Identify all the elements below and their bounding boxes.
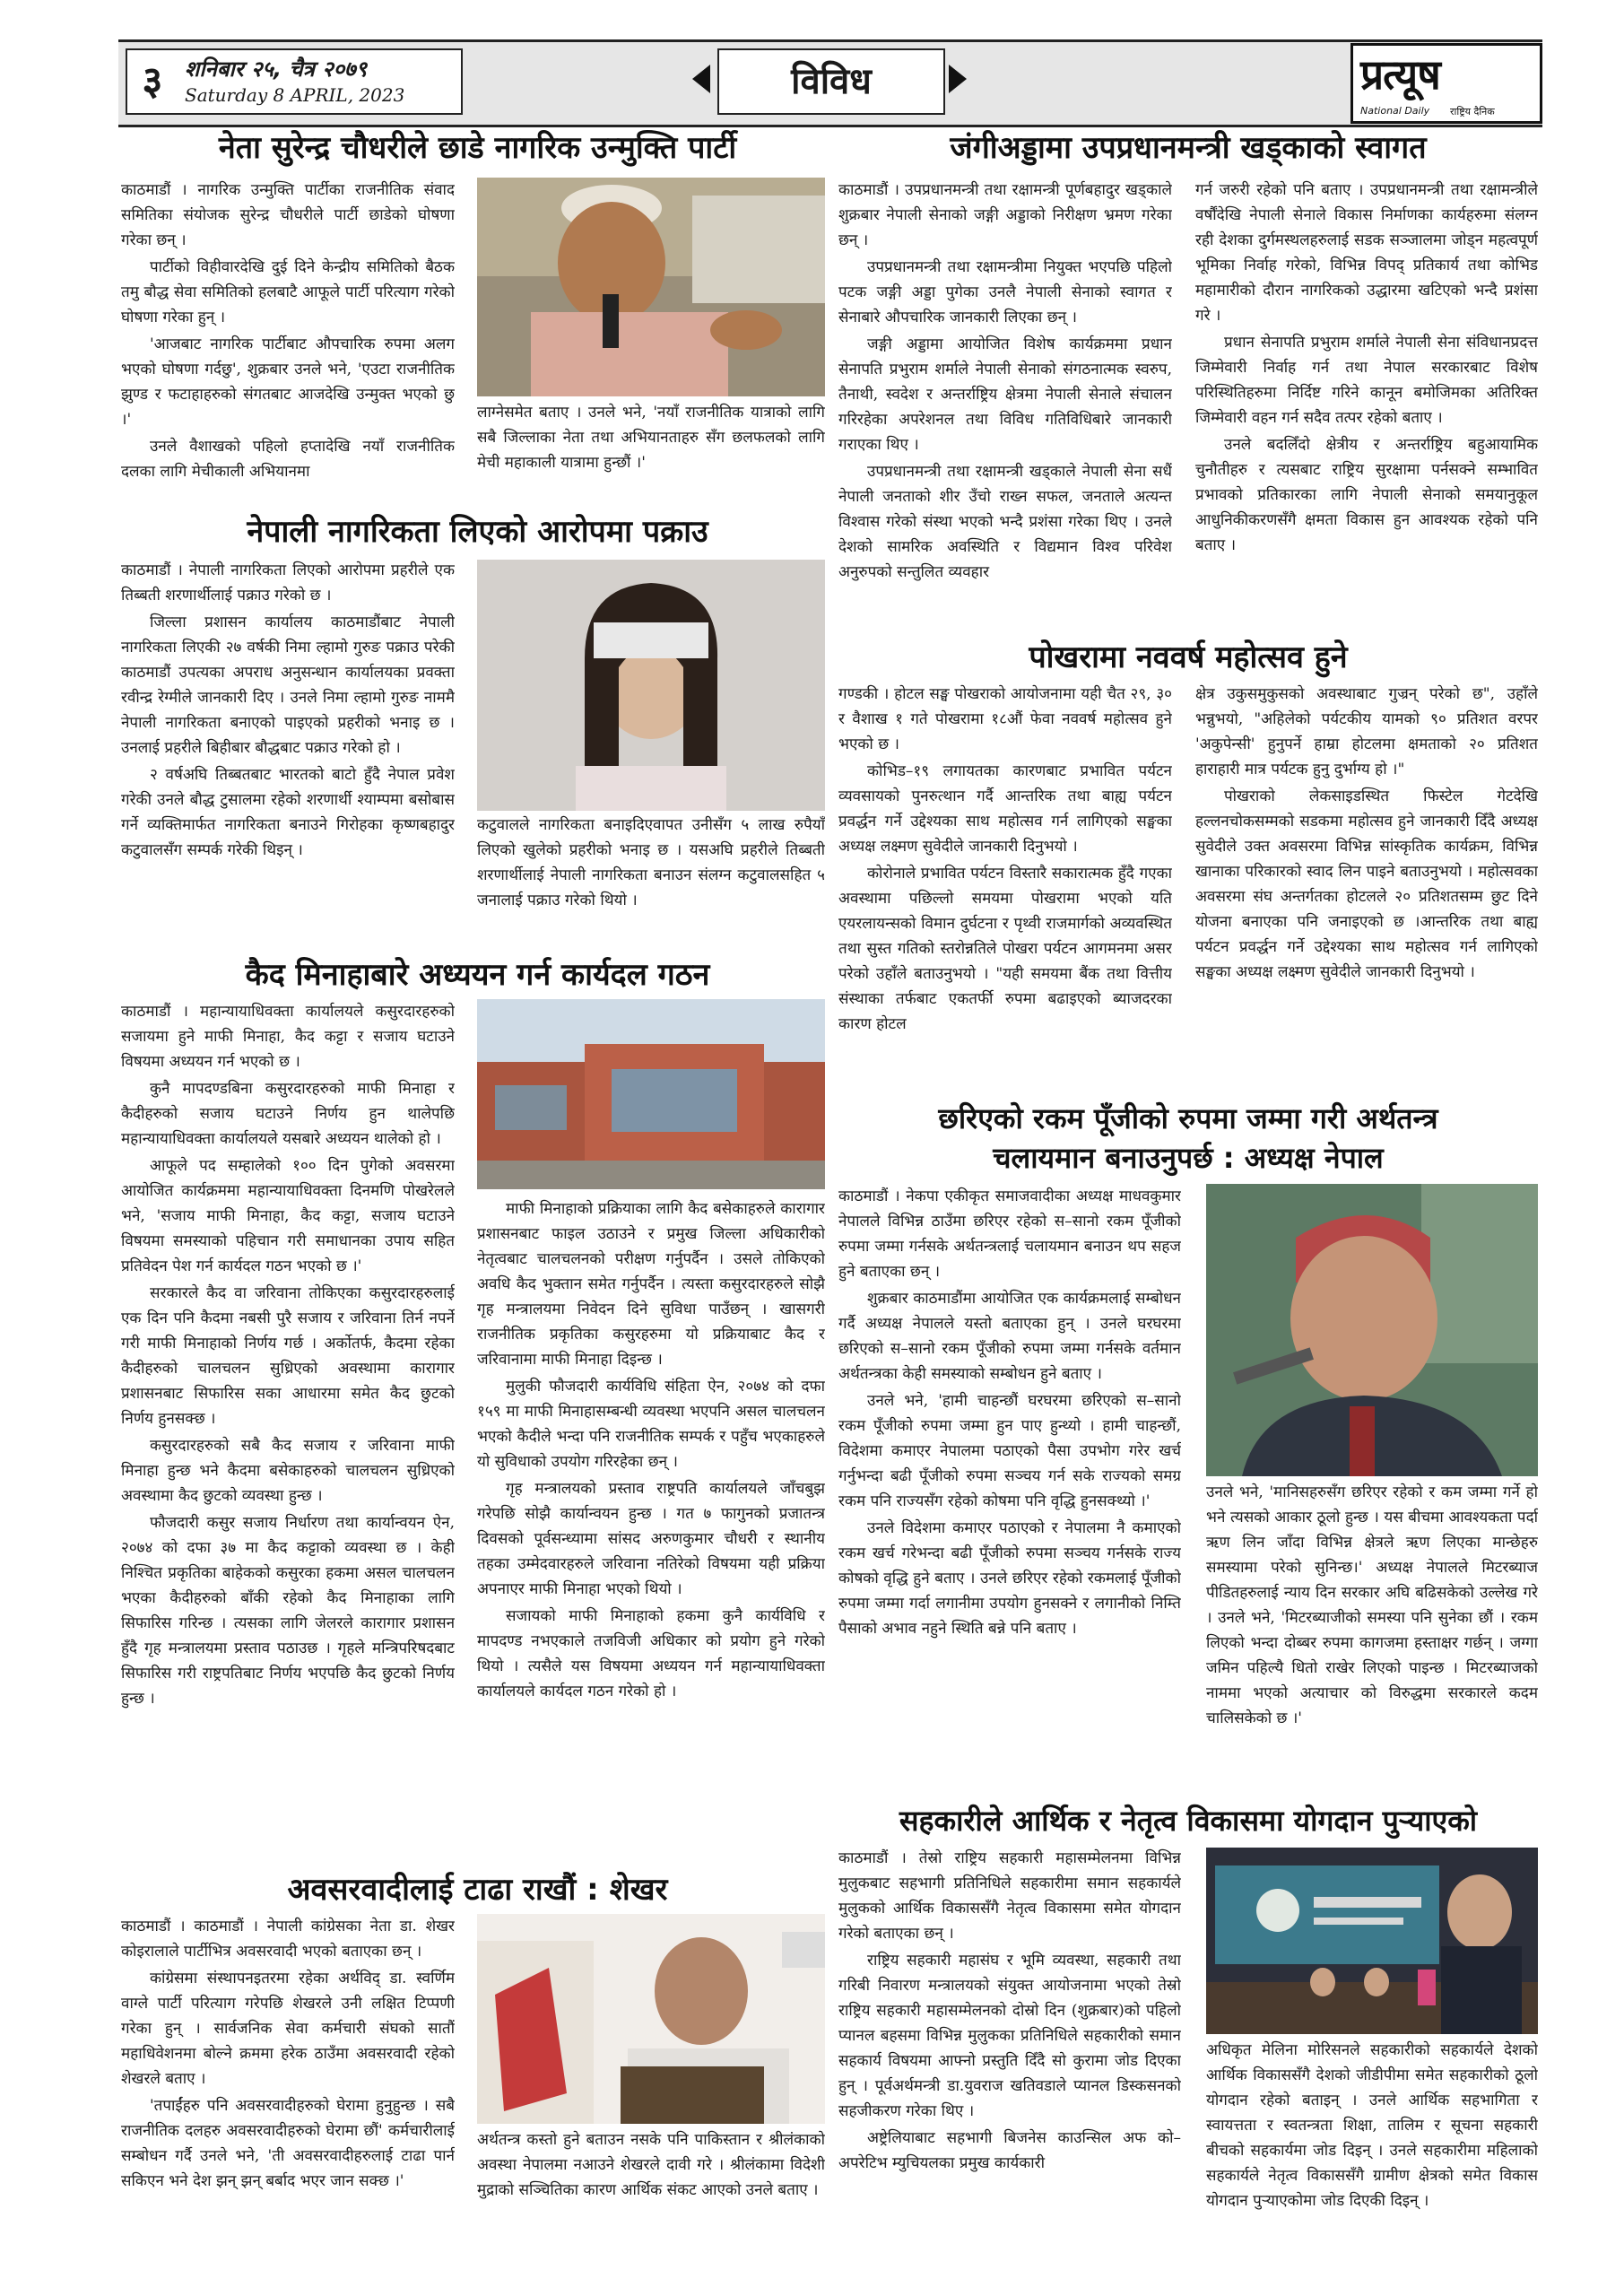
logo-subtitle-ne: राष्ट्रिय दैनिक	[1450, 106, 1495, 117]
paragraph: सरकारले कैद वा जरिवाना तोकिएका कसुरदारहरुलाई एक दिन पनि कैदमा नबसी पुरै सजाय र जरिवाना तिर्न नपर्ने गरी माफी मिनाहाको निर्णय गर्छ । अर्कोतर्फ, कैदमा रहेका कैदीहरुको चालचलन सुध्रिएको अवस्थामा कारागार प्रशासनबाट सिफारिस सका आधारमा समेत कैद छुटको निर्णय हुनसक्छ ।	[121, 1284, 455, 1428]
paragraph: प्रधान सेनापति प्रभुराम शर्माले नेपाली सेना संविधानप्रदत्त जिम्मेवारी निर्वाह गर्न तथा नेपाल सरकारबाट विशेष परिस्थितिहरुमा निर्दिष्ट गरिने कानून बमोजिमका अतिरिक्त जिम्मेवारी वहन गर्न सदैव तत्पर रहेको बताए ।	[1195, 334, 1538, 427]
photo-attorney-office	[477, 999, 825, 1189]
section-title: विविध	[717, 48, 945, 115]
article-a3-body-col2	[477, 1196, 825, 1860]
paragraph: फौजदारी कसुर सजाय निर्धारण तथा कार्यान्वयन ऐन, २०७४ को दफा ३७ मा कैद कट्टाको व्यवस्था छ । केही निश्चित प्रकृतिका बाहेकको कसुरका हकमा असल चालचलन भएका कैदीहरुको बाँकी रहेको कैद मिनाहाका लागि सिफारिस गरिन्छ । त्यसका लागि जेलरले कारागार प्रशासन हुँदै गृह मन्त्रालयमा प्रस्ताव पठाउछ । गृहले मन्त्रिपरिषदबाट सिफारिस गरी राष्ट्रपतिबाट निर्णय भएपछि कैद छुटको निर्णय हुन्छ ।	[121, 1514, 455, 1708]
photo-woman-arrested	[477, 560, 825, 811]
paragraph: उनले विदेशमा कमाएर पठाएको र नेपालमा नै कमाएको रकम खर्च गरेभन्दा बढी पूँजीको रुपमा सञ्चय गर्नसके राज्य कोषको वृद्धि हुने बताए । उनले छरिएर रहेको रकमलाई पूँजीको रुपमा जम्मा गर्दा लगानीमा उपयोग हुनसक्ने र लगानीको निम्ति पैसाको अभाव नहुने स्थिति बन्ने पनि बताए ।	[838, 1519, 1181, 1638]
triangle-left-icon	[692, 65, 710, 93]
caption-a2: कटुवालले नागरिकता बनाइदिएवापत उनीसँग ५ लाख रुपैयाँ लिएको खुलेको प्रहरीको भनाइ छ । यसअघि प्रहरीले तिब्बती शरणार्थीलाई नेपाली नागरिकता बनाउन संलग्न कटुवालसहित ५ जनालाई पक्राउ गरेको थियो ।	[477, 816, 825, 909]
paragraph: पोखराको लेकसाइडस्थित फिस्टेल गेटदेखि हल्लनचोकसम्मको सडकमा महोत्सव हुने जानकारी दिँदै अध्यक्ष सुवेदीले उक्त अवसरमा विभिन्न सांस्कृतिक कार्यक्रम, विभिन्न खानाका परिकारको स्वाद लिन पाइने बताउनुभयो । महोत्सवका अवसरमा संघ अन्तर्गतका होटलले २० प्रतिशतसम्म छुट दिने योजना बनाएका पनि जनाइएको छ ।आन्तरिक तथा बाह्य पर्यटन प्रवर्द्धन गर्ने उद्देश्यका साथ महोत्सव गर्न लागिएको सङ्घका अध्यक्ष लक्ष्मण सुवेदीले जानकारी दिनुभयो ।	[1195, 787, 1538, 981]
logo-title: प्रत्यूष	[1360, 50, 1440, 99]
paragraph: 'तपाईंहरु पनि अवसरवादीहरुको घेरामा हुनुहुन्छ । सबै राजनीतिक दलहरु अवसरवादीहरुको घेरामा छौं' कर्मचारीलाई सम्बोधन गर्दै उनले भने, 'ती अवसरवादीहरुलाई टाढा पार्न सकिएन भने देश झन् झन् बर्बाद भएर जान सक्छ ।'	[121, 2097, 455, 2190]
paragraph: कोभिड–१९ लगायतका कारणबाट प्रभावित पर्यटन व्यवसायको पुनरुत्थान गर्दै आन्तरिक तथा बाह्य पर्यटन प्रवर्द्धन गर्ने उद्देश्यका साथ महोत्सव गर्न लागिएको सङ्घका अध्यक्ष लक्ष्मण सुवेदीले जानकारी दिनुभयो ।	[838, 762, 1172, 856]
caption-a8: अधिकृत मेलिना मोरिसनले सहकारीको सहकार्यले देशको आर्थिक विकाससँगै देशको जीडीपीमा समेत सहकारीको ठूलो योगदान रहेको बताइन् । उनले आर्थिक सहभागिता र स्वायत्तता र स्वतन्त्रता शिक्षा, तालिम र सूचना सहकारी बीचको सहकार्यमा जोड दिइन् । उनले सहकारीमा महिलाको सहकार्यले नेतृत्व विकाससँगै ग्रामीण क्षेत्रको समेत विकास योगदान पुऱ्याएकोमा जोड दिएकी दिइन् ।	[1206, 2041, 1538, 2210]
photo-surendra-chaudhary	[477, 178, 825, 396]
article-a4-body	[121, 1914, 455, 2273]
paragraph: उनले बदलिँदो क्षेत्रीय र अन्तर्राष्ट्रिय बहुआयामिक चुनौतीहरु र त्यसबाट राष्ट्रिय सुरक्षामा पर्नसक्ने सम्भावित प्रभावको प्रतिकारका लागि नेपाली सेनाको समयानुकूल आधुनिकीकरणसँगै क्षमता विकास हुन आवश्यक रहेको पनि बताए ।	[1195, 436, 1538, 554]
headline-a7-line1: छरिएको रकम पूँजीको रुपमा जम्मा गरी अर्थतन्त्र	[938, 1101, 1438, 1135]
caption-a7: उनले भने, 'मानिसहरुसँग छरिएर रहेको र कम जम्मा गर्ने हो भने त्यसको आकार ठूलो हुन्छ । यस बीचमा आवश्यकता पर्दा ऋण लिन जाँदा विभिन्न क्षेत्रले ऋण लिएका मान्छेहरु समस्यामा परेको सुनिन्छ।' अध्यक्ष नेपालले मिटरब्याज पीडितहरुलाई न्याय दिन सरकार अघि बढिसकेको उल्लेख गरे । उनले भने, 'मिटरब्याजीको समस्या पनि सुनेका छौं । रकम लिएको भन्दा दोब्बर रुपमा कागजमा हस्ताक्षर गर्छन् । जग्गा जमिन पहिल्यै धितो राखेर लिएको पाइन्छ । मिटरब्याजको नाममा भएको अत्याचार को विरुद्धमा सरकारले कदम चालिसकेको छ ।'	[1206, 1483, 1538, 1727]
date-nepali: शनिबार २५, चैत्र २०७९	[185, 57, 368, 82]
paragraph: उपप्रधानमन्त्री तथा रक्षामन्त्री खड्काले नेपाली सेना सधैं नेपाली जनताको शीर उँचो राख्न सफल, जनताले अत्यन्त विश्वास गरेको संस्था भएको भन्दै प्रशंसा गरेका थिए । उनले देशको सामरिक अवस्थिति र विद्यमान विश्व परिवेश अनुरुपको सन्तुलित व्यवहार	[838, 463, 1172, 581]
paragraph: राष्ट्रिय सहकारी महासंघ र भूमि व्यवस्था, सहकारी तथा गरिबी निवारण मन्त्रालयको संयुक्त आयोजनामा भएको तेस्रो राष्ट्रिय सहकारी महासम्मेलनको दोस्रो दिन (शुक्रबार)को पहिलो प्यानल बहसमा विभिन्न मुलुकका प्रतिनिधिले सहकारीको समान सहकार्य विषयमा आफ्नो प्रस्तुति दिँदै सो कुरामा जोड दिएका हुन् । पूर्वअर्थमन्त्री डा.युवराज खतिवडाले प्यानल डिस्कसनको सहजीकरण गरेका थिए ।	[838, 1952, 1181, 2120]
headline-a2: नेपाली नागरिकता लिएको आरोपमा पक्राउ	[247, 514, 708, 550]
paragraph: काठमाडौं । उपप्रधानमन्त्री तथा रक्षामन्त्री पूर्णबहादुर खड्काले शुक्रबार नेपाली सेनाको जङ्गी अड्डाको निरीक्षण भ्रमण गरेका छन् ।	[838, 181, 1172, 249]
article-a6-body	[838, 682, 1172, 1094]
photo-shekhar-koirala	[477, 1914, 825, 2124]
headline-a1: नेता सुरेन्द्र चौधरीले छाडे नागरिक उन्मुक्ति पार्टी	[218, 130, 737, 166]
triangle-right-icon	[949, 65, 967, 93]
paragraph: काठमाडौं । काठमाडौं । नेपाली कांग्रेसका नेता डा. शेखर कोइरालाले पार्टीभित्र अवसरवादी भएको बताएका छन् ।	[121, 1918, 455, 1961]
paragraph: काठमाडौं । नेकपा एकीकृत समाजवादीका अध्यक्ष माधवकुमार नेपालले विभिन्न ठाउँमा छरिएर रहेको स–सानो रकम पूँजीको रुपमा जम्मा गर्नसके अर्थतन्त्रलाई चलायमान बनाउन थप सहज हुने बताएका छन् ।	[838, 1187, 1181, 1281]
article-a7-body	[838, 1184, 1181, 1794]
headline-a4: अवसरवादीलाई टाढा राखौं : शेखर	[287, 1872, 668, 1908]
paragraph: जङ्गी अड्डामा आयोजित विशेष कार्यक्रममा प्रधान सेनापति प्रभुराम शर्माले नेपाली सेनाको संगठनात्मक स्वरुप, तैनाथी, स्वदेश र अन्तर्राष्ट्रिय क्षेत्रमा नेपाली सेनाले संचालन गरिरहेका अपरेशनल तथा विविध गतिविधिबारे जानकारी गराएका थिए ।	[838, 335, 1172, 454]
paragraph: उनले वैशाखको पहिलो हप्तादेखि नयाँ राजनीतिक दलका लागि मेचीकाली अभियानमा	[121, 438, 455, 481]
paragraph: आफूले पद सम्हालेको १०० दिन पुगेको अवसरमा आयोजित कार्यक्रममा महान्यायाधिवक्ता दिनमणि पोखरेलले भने, 'सजाय माफी मिनाहा, कैद कट्टा, सजाय घटाउने विषयमा समस्याको पहिचान गरी समाधानका उपाय सहित प्रतिवेदन पेश गर्न कार्यदल गठन भएको छ ।'	[121, 1157, 455, 1275]
article-a1-body	[121, 178, 455, 500]
headline-a6: पोखरामा नववर्ष महोत्सव हुने	[1029, 639, 1348, 675]
paragraph: क्षेत्र उकुसमुकुसको अवस्थाबाट गुज्रन् परेको छ", उहाँले भन्नुभयो, "अहिलेको पर्यटकीय यामको ९० प्रतिशत वरपर 'अकुपेन्सी' हुनुपर्ने हाम्रा होटलमा क्षमताको २० प्रतिशत हाराहारी मात्र पर्यटक हुनु दुर्भाग्य हो ।"	[1195, 685, 1538, 778]
page-number: ३	[126, 48, 179, 115]
paragraph: माफी मिनाहाको प्रक्रियाका लागि कैद बसेकाहरुले कारागार प्रशासनबाट फाइल उठाउने र प्रमुख जिल्ला अधिकारीको नेतृत्वबाट चालचलनको परीक्षण गर्नुपर्दैन । उसले तोकिएको अवधि कैद भुक्तान समेत गर्नुपर्दैन । त्यस्ता कसुरदारहरुले सोझै गृह मन्त्रालयमा निवेदन दिने सुविधा पाउँछन् । खासगरी राजनीतिक प्रकृतिका कसुरहरुमा यो प्रक्रियाबाट कैद र जरिवानामा माफी मिनाहा दिइन्छ ।	[477, 1200, 825, 1369]
photo-cooperative-conference	[1206, 1848, 1538, 2034]
paragraph: काठमाडौं । महान्यायाधिवक्ता कार्यालयले कसुरदारहरुको सजायमा हुने माफी मिनाहा, कैद कट्टा र सजाय घटाउने विषयमा अध्ययन गर्न भएको छ ।	[121, 1003, 455, 1071]
headline-a3: कैद मिनाहाबारे अध्ययन गर्न कार्यदल गठन	[245, 957, 710, 993]
paragraph: गर्न जरुरी रहेको पनि बताए । उपप्रधानमन्त्री तथा रक्षामन्त्रीले वर्षौंदेखि नेपाली सेनाले विकास निर्माणका कार्यहरुमा संलग्न रही देशका दुर्गमस्थलहरुलाई सडक सञ्जालमा जोड्न महत्वपूर्ण भूमिका निर्वाह गरेको, विभिन्न विपद् प्रतिकार्य तथा कोभिड महामारीको दौरान नागरिकको उद्धारमा खटिएको भन्दै प्रशंसा गरे ।	[1195, 181, 1538, 325]
paragraph: कांग्रेसमा संस्थापनइतरमा रहेका अर्थविद् डा. स्वर्णिम वाग्ले पार्टी परित्याग गरेपछि शेखरले उनी लक्षित टिप्पणी गरेका हुन् । सार्वजनिक सेवा कर्मचारी संघको सातौं महाधिवेशनमा बोल्ने क्रममा हरेक ठाउँमा अवसरवादी रहेको शेखरले बताए ।	[121, 1970, 455, 2088]
paragraph: अष्ट्रेलियाबाट सहभागी बिजनेस काउन्सिल अफ को–अपरेटिभ म्युचियलका प्रमुख कार्यकारी	[838, 2129, 1181, 2172]
paragraph: 'आजबाट नागरिक पार्टीबाट औपचारिक रुपमा अलग भएको घोषणा गर्दछु', शुक्रबार उनले भने, 'एउटा राजनीतिक झुण्ड र फटाहाहरुको संगतबाट आजदेखि उन्मुक्त भएको छु ।'	[121, 335, 455, 429]
paragraph: कुनै मापदण्डबिना कसुरदारहरुको माफी मिनाहा र कैदीहरुको सजाय घटाउने निर्णय हुन थालेपछि महान्यायाधिवक्ता कार्यालयले यसबारे अध्ययन थालेको हो ।	[121, 1080, 455, 1148]
paragraph: जिल्ला प्रशासन कार्यालय काठमाडौंबाट नेपाली नागरिकता लिएकी २७ वर्षकी निमा ल्हामो गुरुङ पक्राउ परेकी काठमाडौं उपत्यका अपराध अनुसन्धान कार्यालयका प्रवक्ता रवीन्द्र रेग्मीले जानकारी दिए । उनले निमा ल्हामो गुरुङ नाममै नेपाली नागरिकता बनाएको पाइएको प्रहरीको भनाइ छ । उनलाई प्रहरीले बिहीबार बौद्धबाट पक्राउ गरेको हो ।	[121, 613, 455, 757]
paragraph: उपप्रधानमन्त्री तथा रक्षामन्त्रीमा नियुक्त भएपछि पहिलो पटक जङ्गी अड्डा पुगेका उनलै नेपाली सेनाको स्वागत र सेनाबारे औपचारिक जानकारी लिएका छन् ।	[838, 258, 1172, 326]
headline-a5: जंगीअड्डामा उपप्रधानमन्त्री खड्काको स्वागत	[950, 130, 1427, 166]
caption-a1: लाग्नेसमेत बताए । उनले भने, 'नयाँ राजनीतिक यात्राको लागि सबै जिल्लाका नेता तथा अभियानताहरु सँग छलफलको लागि मेची महाकाली यात्रामा हुन्छौं ।'	[477, 404, 825, 472]
article-a3-body	[121, 999, 455, 1860]
paragraph: मुलुकी फौजदारी कार्यविधि संहिता ऐन, २०७४ को दफा १५९ मा माफी मिनाहासम्बन्धी व्यवस्था भएपनि असल चालचलन भएको कैदीले भन्दा पनि राजनीतिक सम्पर्क र पहुँच भएकाहरुले यो सुविधाको उपयोग गरिरहेका छन् ।	[477, 1378, 825, 1471]
paragraph: उनले भने, 'हामी चाहन्छौं घरघरमा छरिएको स–सानो रकम पूँजीको रुपमा जम्मा हुन पाए हुन्थ्यो । हामी चाहन्छौं, विदेशमा कमाएर नेपालमा पठाएको पैसा उपभोग गरेर खर्च गर्नुभन्दा बढी पूँजीको रुपमा सञ्चय गर्न सके राज्यको समग्र रकम पनि राज्यसँग रहेको कोषमा पनि वृद्धि हुनसक्थ्यो ।'	[838, 1392, 1181, 1510]
article-a5-body	[838, 178, 1172, 639]
article-a2-body	[121, 558, 455, 945]
paragraph: शुक्रबार काठमाडौंमा आयोजित एक कार्यक्रमलाई सम्बोधन गर्दै अध्यक्ष नेपालले यस्तो बताएका हुन् । उनले घरघरमा छरिएको स–सानो रकम पूँजीको रुपमा जम्मा गर्नसके वर्तमान अर्थतन्त्रका केही समस्याको सम्बोधन हुने बताए ।	[838, 1290, 1181, 1383]
paragraph: काठमाडौं । नागरिक उन्मुक्ति पार्टीका राजनीतिक संवाद समितिका संयोजक सुरेन्द्र चौधरीले पार्टी छाडेको घोषणा गरेका छन् ।	[121, 181, 455, 249]
paragraph: कसुरदारहरुको सबै कैद सजाय र जरिवाना माफी मिनाहा हुन्छ भने कैदमा बसेकाहरुको चालचलन सुध्रिएको अवस्थामा कैद छुटको व्यवस्था हुन्छ ।	[121, 1437, 455, 1505]
paragraph: कोरोनाले प्रभावित पर्यटन विस्तारै सकारात्मक हुँदै गएका अवस्थामा पछिल्लो समयमा पोखरामा भएको यति एयरलायन्सको विमान दुर्घटना र पृथ्वी राजमार्गको अव्यवस्थित तथा सुस्त गतिको स्तरोन्नतिले पोखरा पर्यटन आगमनमा असर परेको उहाँले बताउनुभयो । "यही समयमा बैंक तथा वित्तीय संस्थाका तर्फबाट एकतर्फी रुपमा बढाइएको ब्याजदरका कारण होटल	[838, 865, 1172, 1033]
paragraph: गृह मन्त्रालयको प्रस्ताव राष्ट्रपति कार्यालयले जाँचबुझ गरेपछि सोझै कार्यान्वयन हुन्छ । गत ७ फागुनको प्रजातन्त्र दिवसको पूर्वसन्ध्यामा सांसद अरुणकुमार चौधरी र स्थानीय तहका उम्मेदवारहरुले जरिवाना नतिरेको विषयमा यही प्रक्रिया अपनाएर माफी मिनाहा भएको थियो ।	[477, 1480, 825, 1598]
headline-a7-line2: चलायमान बनाउनुपर्छ : अध्यक्ष नेपाल	[993, 1141, 1384, 1175]
caption-a4: अर्थतन्त्र कस्तो हुने बताउन नसके पनि पाकिस्तान र श्रीलंकाको अवस्था नेपालमा नआउने शेखरले दावी गरे । श्रीलंकामा विदेशी मुद्राको सञ्चितिका कारण आर्थिक संकट आएको उनले बताए ।	[477, 2131, 825, 2199]
article-a6-body-col2	[1195, 682, 1538, 1094]
newspaper-logo	[1350, 43, 1542, 124]
paragraph: २ वर्षअघि तिब्बतबाट भारतको बाटो हुँदै नेपाल प्रवेश गरेकी उनले बौद्ध टुसालमा रहेको शरणार्थी श्याम्पमा बसोबास गर्ने व्यक्तिमार्फत नागरिकता बनाउने गिरोहका कृष्णबहादुर कटुवालसँग सम्पर्क गरेकी थिइन् ।	[121, 766, 455, 859]
paragraph: काठमाडौं । नेपाली नागरिकता लिएको आरोपमा प्रहरीले एक तिब्बती शरणार्थीलाई पक्राउ गरेको छ ।	[121, 561, 455, 604]
paragraph: काठमाडौं । तेस्रो राष्ट्रिय सहकारी महासम्मेलनमा विभिन्न मुलुकबाट सहभागी प्रतिनिधिले सहकारीमा समान सहकार्यले मुलुकको आर्थिक विकाससँगै नेतृत्व विकासमा समेत योगदान गरेको बताएका छन् ।	[838, 1849, 1181, 1943]
logo-subtitle-en: National Daily	[1360, 105, 1430, 117]
article-a8-body	[838, 1846, 1181, 2274]
date-english: Saturday 8 APRIL, 2023	[185, 84, 405, 106]
headline-a8: सहकारीले आर्थिक र नेतृत्व विकासमा योगदान पुऱ्याएको	[899, 1804, 1478, 1838]
photo-madhav-nepal	[1206, 1184, 1538, 1476]
paragraph: गण्डकी । होटल सङ्घ पोखराको आयोजनामा यही चैत २९, ३० र वैशाख १ गते पोखरामा १८औं फेवा नववर्ष महोत्सव हुने भएको छ ।	[838, 685, 1172, 753]
article-a5-body-col2	[1195, 178, 1538, 639]
paragraph: सजायको माफी मिनाहाको हकमा कुनै कार्यविधि र मापदण्ड नभएकाले तजविजी अधिकार को प्रयोग हुने गरेको थियो । त्यसैले यस विषयमा अध्ययन गर्न महान्यायाधिवक्ता कार्यालयले कार्यदल गठन गरेको हो ।	[477, 1607, 825, 1700]
paragraph: पार्टीको विहीवारदेखि दुई दिने केन्द्रीय समितिको बैठक तमु बौद्ध सेवा समितिको हलबाटै आफूले पार्टी परित्याग गरेको घोषणा गरेका हुन् ।	[121, 258, 455, 326]
date-box	[176, 48, 463, 115]
